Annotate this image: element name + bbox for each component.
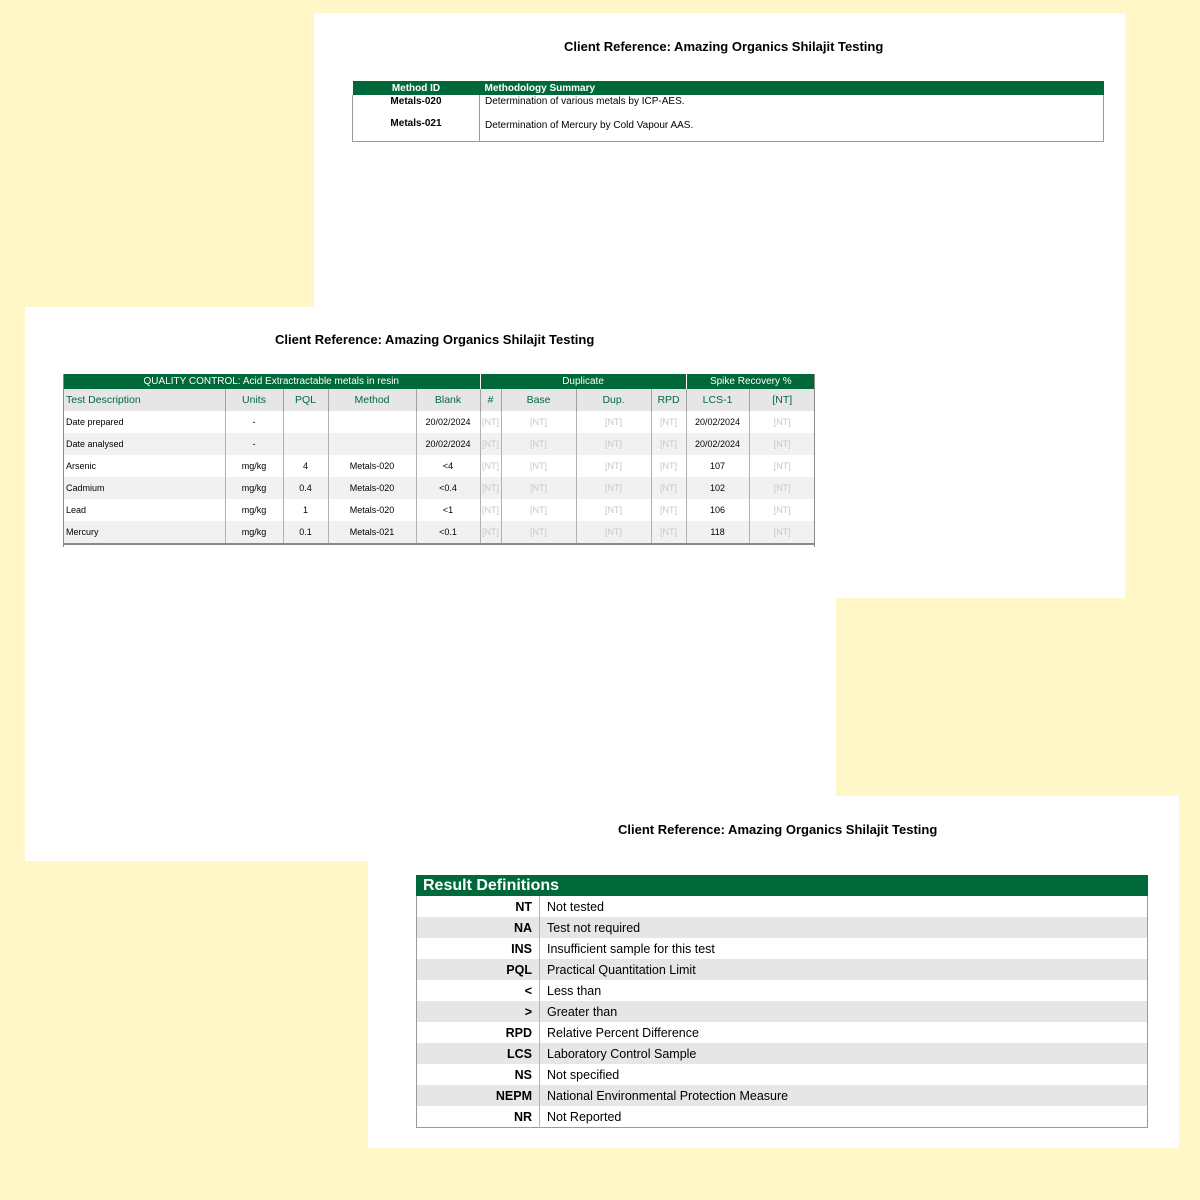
base-cell: [NT] <box>501 455 576 477</box>
blank-cell: <0.4 <box>416 477 480 499</box>
nt-cell: [NT] <box>749 477 815 499</box>
definition-term: NR <box>417 1106 540 1128</box>
method-cell: Metals-020 <box>328 499 416 521</box>
definition-term: PQL <box>417 959 540 980</box>
base-cell: [NT] <box>501 521 576 544</box>
table-row <box>353 95 1104 118</box>
method-summary-cell: Determination of various metals by ICP-AES. <box>480 95 1104 118</box>
column-header-row <box>63 389 815 411</box>
sample-number-cell: [NT] <box>480 455 501 477</box>
pql-cell: 4 <box>283 455 328 477</box>
definition-meaning: National Environmental Protection Measure <box>540 1085 1148 1106</box>
lcs-cell: 106 <box>686 499 749 521</box>
method-cell <box>328 411 416 433</box>
method-cell: Metals-021 <box>328 521 416 544</box>
nt-cell: [NT] <box>749 411 815 433</box>
definition-row <box>417 959 1148 980</box>
page-title: Client Reference: Amazing Organics Shilajit Testing <box>564 39 884 54</box>
column-header: PQL <box>283 389 328 411</box>
definition-term: > <box>417 1001 540 1022</box>
dup-cell: [NT] <box>576 521 651 544</box>
column-header: Dup. <box>576 389 651 411</box>
definition-meaning: Relative Percent Difference <box>547 1025 699 1040</box>
definition-row <box>417 1085 1148 1106</box>
table-row <box>63 477 815 499</box>
definition-meaning: Test not required <box>540 917 1148 938</box>
rpd-cell: [NT] <box>651 411 686 433</box>
group-header-spike-recovery: Spike Recovery % <box>686 374 815 389</box>
units-cell: mg/kg <box>225 499 283 521</box>
report-page-definitions <box>368 796 1179 1148</box>
definition-term: INS <box>417 938 540 959</box>
column-header: RPD <box>651 389 686 411</box>
definition-row <box>417 1043 1148 1064</box>
method-cell: Metals-020 <box>328 477 416 499</box>
test-description-cell: Cadmium <box>63 477 225 499</box>
dup-cell: [NT] <box>576 411 651 433</box>
test-description-cell: Mercury <box>63 521 225 544</box>
table-row <box>63 455 815 477</box>
definition-term: LCS <box>417 1043 540 1064</box>
base-cell: [NT] <box>501 433 576 455</box>
definition-term: < <box>417 980 540 1001</box>
definition-row <box>417 1106 1148 1128</box>
units-cell: mg/kg <box>225 477 283 499</box>
pql-cell <box>283 433 328 455</box>
pql-cell <box>283 411 328 433</box>
table-row <box>63 499 815 521</box>
table-row <box>63 411 815 433</box>
definition-term: NS <box>417 1064 540 1085</box>
method-cell <box>328 433 416 455</box>
column-header: Test Description <box>63 389 225 411</box>
nt-cell: [NT] <box>749 433 815 455</box>
definition-term: NT <box>417 896 540 917</box>
method-cell: Metals-020 <box>328 455 416 477</box>
column-header: LCS-1 <box>686 389 749 411</box>
definition-meaning: Laboratory Control Sample <box>540 1043 1148 1064</box>
sample-number-cell: [NT] <box>480 521 501 544</box>
column-header: Methodology Summary <box>480 81 1104 95</box>
method-summary-cell: Determination of Mercury by Cold Vapour AAS. <box>480 118 1104 142</box>
blank-cell: <0.1 <box>416 521 480 544</box>
definition-meaning: Practical Quantitation Limit <box>540 959 1148 980</box>
sample-number-cell: [NT] <box>480 499 501 521</box>
definition-term: NEPM <box>417 1085 540 1106</box>
quality-control-table <box>63 374 815 545</box>
units-cell: mg/kg <box>225 455 283 477</box>
column-header: # <box>480 389 501 411</box>
pql-cell: 1 <box>283 499 328 521</box>
table-row <box>63 433 815 455</box>
definition-row <box>417 1064 1148 1085</box>
dup-cell: [NT] <box>576 455 651 477</box>
lcs-cell: 102 <box>686 477 749 499</box>
definition-row <box>417 980 1148 1001</box>
lcs-cell: 118 <box>686 521 749 544</box>
blank-cell: 20/02/2024 <box>416 433 480 455</box>
definitions-table <box>416 896 1148 1128</box>
definition-meaning: Not tested <box>547 899 604 914</box>
sample-number-cell: [NT] <box>480 477 501 499</box>
nt-cell: [NT] <box>749 455 815 477</box>
test-description-cell: Date analysed <box>63 433 225 455</box>
rpd-cell: [NT] <box>651 499 686 521</box>
definition-row <box>417 917 1148 938</box>
column-header: Units <box>225 389 283 411</box>
methods-table <box>352 81 1104 142</box>
group-header-duplicate: Duplicate <box>480 374 686 389</box>
blank-cell: 20/02/2024 <box>416 411 480 433</box>
definition-row <box>417 1022 1148 1043</box>
rpd-cell: [NT] <box>651 433 686 455</box>
definition-row <box>417 896 1148 917</box>
base-cell: [NT] <box>501 477 576 499</box>
method-id-cell: Metals-020 <box>353 95 480 118</box>
table-header-row <box>353 81 1104 95</box>
pql-cell: 0.4 <box>283 477 328 499</box>
base-cell: [NT] <box>501 499 576 521</box>
group-header-row <box>63 374 815 389</box>
test-description-cell: Lead <box>66 505 87 515</box>
definition-meaning: Insufficient sample for this test <box>547 941 715 956</box>
definition-meaning: Less than <box>547 983 602 998</box>
lcs-cell: 20/02/2024 <box>686 411 749 433</box>
definition-meaning: Not Reported <box>547 1109 622 1124</box>
definition-row <box>417 938 1148 959</box>
table-row <box>63 521 815 544</box>
rpd-cell: [NT] <box>651 521 686 544</box>
column-header: Method <box>328 389 416 411</box>
blank-cell: <4 <box>416 455 480 477</box>
rpd-cell: [NT] <box>651 477 686 499</box>
definition-term: RPD <box>417 1022 540 1043</box>
test-description-cell: Date prepared <box>66 417 124 427</box>
page-title: Client Reference: Amazing Organics Shilajit Testing <box>618 822 938 837</box>
method-id-cell: Metals-021 <box>353 118 480 142</box>
report-page-quality-control <box>25 307 836 861</box>
lcs-cell: 107 <box>686 455 749 477</box>
group-header-qc: QUALITY CONTROL: Acid Extractractable metals in resin <box>63 374 480 389</box>
column-header: Method ID <box>353 81 480 95</box>
dup-cell: [NT] <box>576 433 651 455</box>
lcs-cell: 20/02/2024 <box>686 433 749 455</box>
definition-row <box>417 1001 1148 1022</box>
sample-number-cell: [NT] <box>480 433 501 455</box>
dup-cell: [NT] <box>576 477 651 499</box>
nt-cell: [NT] <box>749 521 815 544</box>
definition-meaning: Greater than <box>540 1001 1148 1022</box>
blank-cell: <1 <box>416 499 480 521</box>
units-cell: - <box>225 411 283 433</box>
column-header: Blank <box>416 389 480 411</box>
definition-term: NA <box>417 917 540 938</box>
page-title: Client Reference: Amazing Organics Shilajit Testing <box>275 332 595 347</box>
rpd-cell: [NT] <box>651 455 686 477</box>
column-header: Base <box>501 389 576 411</box>
base-cell: [NT] <box>501 411 576 433</box>
nt-cell: [NT] <box>749 499 815 521</box>
column-header: [NT] <box>749 389 815 411</box>
dup-cell: [NT] <box>576 499 651 521</box>
pql-cell: 0.1 <box>283 521 328 544</box>
units-cell: mg/kg <box>225 521 283 544</box>
definition-meaning: Not specified <box>547 1067 620 1082</box>
units-cell: - <box>225 433 283 455</box>
sample-number-cell: [NT] <box>480 411 501 433</box>
definitions-heading: Result Definitions <box>416 875 1148 896</box>
test-description-cell: Arsenic <box>66 461 97 471</box>
table-row <box>353 118 1104 142</box>
